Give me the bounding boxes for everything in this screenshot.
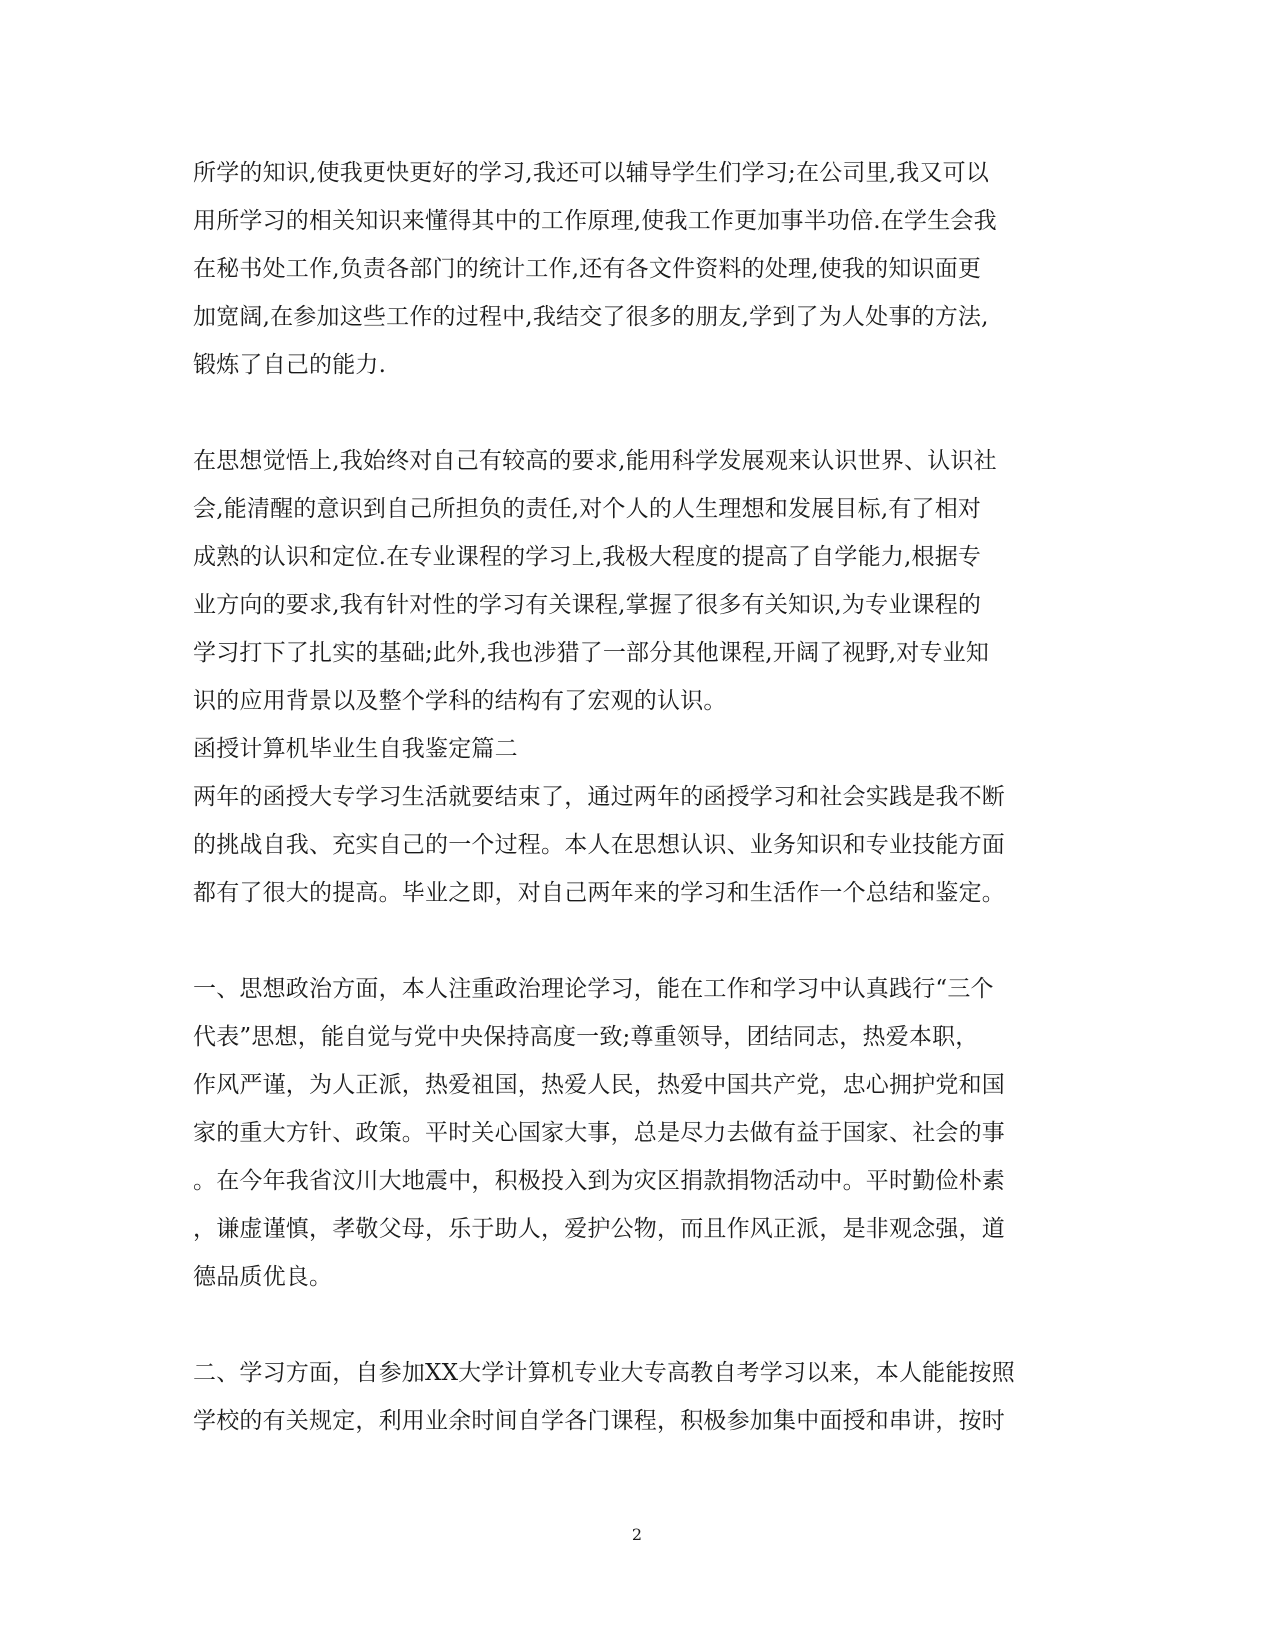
page-number: 2 xyxy=(631,1525,643,1544)
paragraph-2-line: 在思想觉悟上,我始终对自己有较高的要求,能用科学发展观来认识世界、认识社 xyxy=(193,448,997,474)
paragraph-3-line: 的挑战自我、充实自己的一个过程。本人在思想认识、业务知识和专业技能方面 xyxy=(193,832,1005,858)
paragraph-1-line: 加宽阔,在参加这些工作的过程中,我结交了很多的朋友,学到了为人处事的方法, xyxy=(193,304,989,330)
paragraph-2-line: 学习打下了扎实的基础;此外,我也涉猎了一部分其他课程,开阔了视野,对专业知 xyxy=(193,640,990,666)
paragraph-5-line: 二、学习方面，自参加XX大学计算机专业大专高教自考学习以来，本人能能按照 xyxy=(193,1360,1015,1386)
paragraph-1-line: 用所学习的相关知识来懂得其中的工作原理,使我工作更加事半功倍.在学生会我 xyxy=(193,208,997,234)
paragraph-2-line: 会,能清醒的意识到自己所担负的责任,对个人的人生理想和发展目标,有了相对 xyxy=(193,496,982,522)
paragraph-4-line: 德品质优良。 xyxy=(193,1264,333,1290)
paragraph-1-line: 所学的知识,使我更快更好的学习,我还可以辅导学生们学习;在公司里,我又可以 xyxy=(193,160,990,186)
paragraph-4-line: ，谦虚谨慎，孝敬父母，乐于助人，爱护公物，而且作风正派，是非观念强，道 xyxy=(193,1216,1005,1242)
paragraph-4-line: 。在今年我省汶川大地震中，积极投入到为灾区捐款捐物活动中。平时勤俭朴素 xyxy=(193,1168,1005,1194)
section-heading: 函授计算机毕业生自我鉴定篇二 xyxy=(193,736,518,762)
paragraph-3-line: 两年的函授大专学习生活就要结束了，通过两年的函授学习和社会实践是我不断 xyxy=(193,784,1005,810)
paragraph-4-line: 作风严谨，为人正派，热爱祖国，热爱人民，热爱中国共产党，忠心拥护党和国 xyxy=(193,1072,1005,1098)
paragraph-4-line: 家的重大方针、政策。平时关心国家大事，总是尽力去做有益于国家、社会的事 xyxy=(193,1120,1005,1146)
paragraph-1-line: 在秘书处工作,负责各部门的统计工作,还有各文件资料的处理,使我的知识面更 xyxy=(193,256,982,282)
paragraph-4-line: 一、思想政治方面，本人注重政治理论学习，能在工作和学习中认真践行“三个 xyxy=(193,976,994,1002)
paragraph-2-line: 业方向的要求,我有针对性的学习有关课程,掌握了很多有关知识,为专业课程的 xyxy=(193,592,982,618)
paragraph-2-line: 识的应用背景以及整个学科的结构有了宏观的认识。 xyxy=(193,688,727,714)
paragraph-5-line: 学校的有关规定，利用业余时间自学各门课程，积极参加集中面授和串讲，按时 xyxy=(193,1408,1005,1434)
paragraph-2-line: 成熟的认识和定位.在专业课程的学习上,我极大程度的提高了自学能力,根据专 xyxy=(193,544,982,570)
paragraph-3-line: 都有了很大的提高。毕业之即，对自己两年来的学习和生活作一个总结和鉴定。 xyxy=(193,880,1005,906)
paragraph-1-line: 锻炼了自己的能力. xyxy=(193,352,387,378)
paragraph-4-line: 代表”思想，能自觉与党中央保持高度一致;尊重领导，团结同志，热爱本职， xyxy=(193,1024,979,1050)
